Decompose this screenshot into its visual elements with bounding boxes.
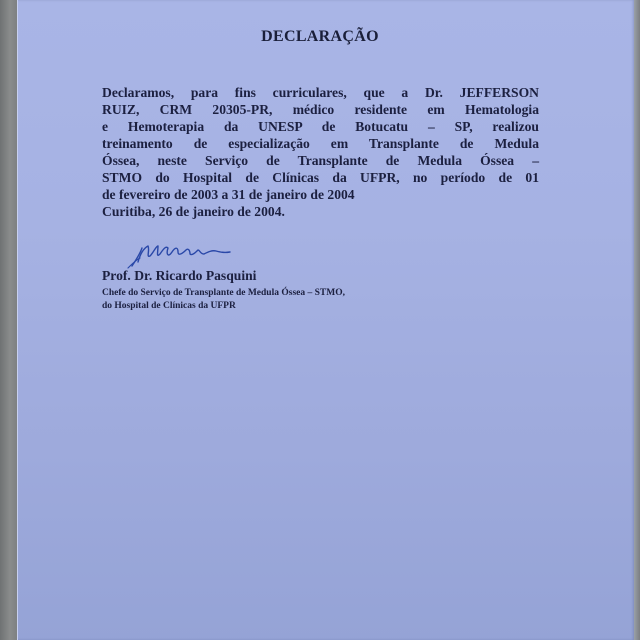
declaration-body <box>102 84 539 220</box>
signer-name: Prof. Dr. Ricardo Pasquini <box>102 268 257 283</box>
body-line: Declaramos, para fins curriculares, que a Dr. JEFFERSON <box>102 85 539 100</box>
document-title: DECLARAÇÃO <box>261 28 379 45</box>
body-line: RUIZ, CRM 20305-PR, médico residente em Hematologia <box>102 102 539 117</box>
handwritten-signature-icon <box>126 238 256 270</box>
body-line: Óssea, neste Serviço de Transplante de Medula Óssea – <box>102 153 539 168</box>
role-line: do Hospital de Clínicas da UFPR <box>102 300 236 311</box>
signer-role <box>102 287 345 312</box>
date-line: Curitiba, 26 de janeiro de 2004. <box>102 204 285 219</box>
background-edge <box>634 0 640 640</box>
role-line: Chefe do Serviço de Transplante de Medula Óssea – STMO, <box>102 288 345 298</box>
body-line: de fevereiro de 2003 a 31 de janeiro de 2004 <box>102 187 355 202</box>
body-line: e Hemoterapia da UNESP de Botucatu – SP, realizou <box>102 119 539 134</box>
body-line: STMO do Hospital de Clínicas da UFPR, no período de 01 <box>102 170 539 185</box>
body-line: treinamento de especialização em Transplante de Medula <box>102 136 539 151</box>
